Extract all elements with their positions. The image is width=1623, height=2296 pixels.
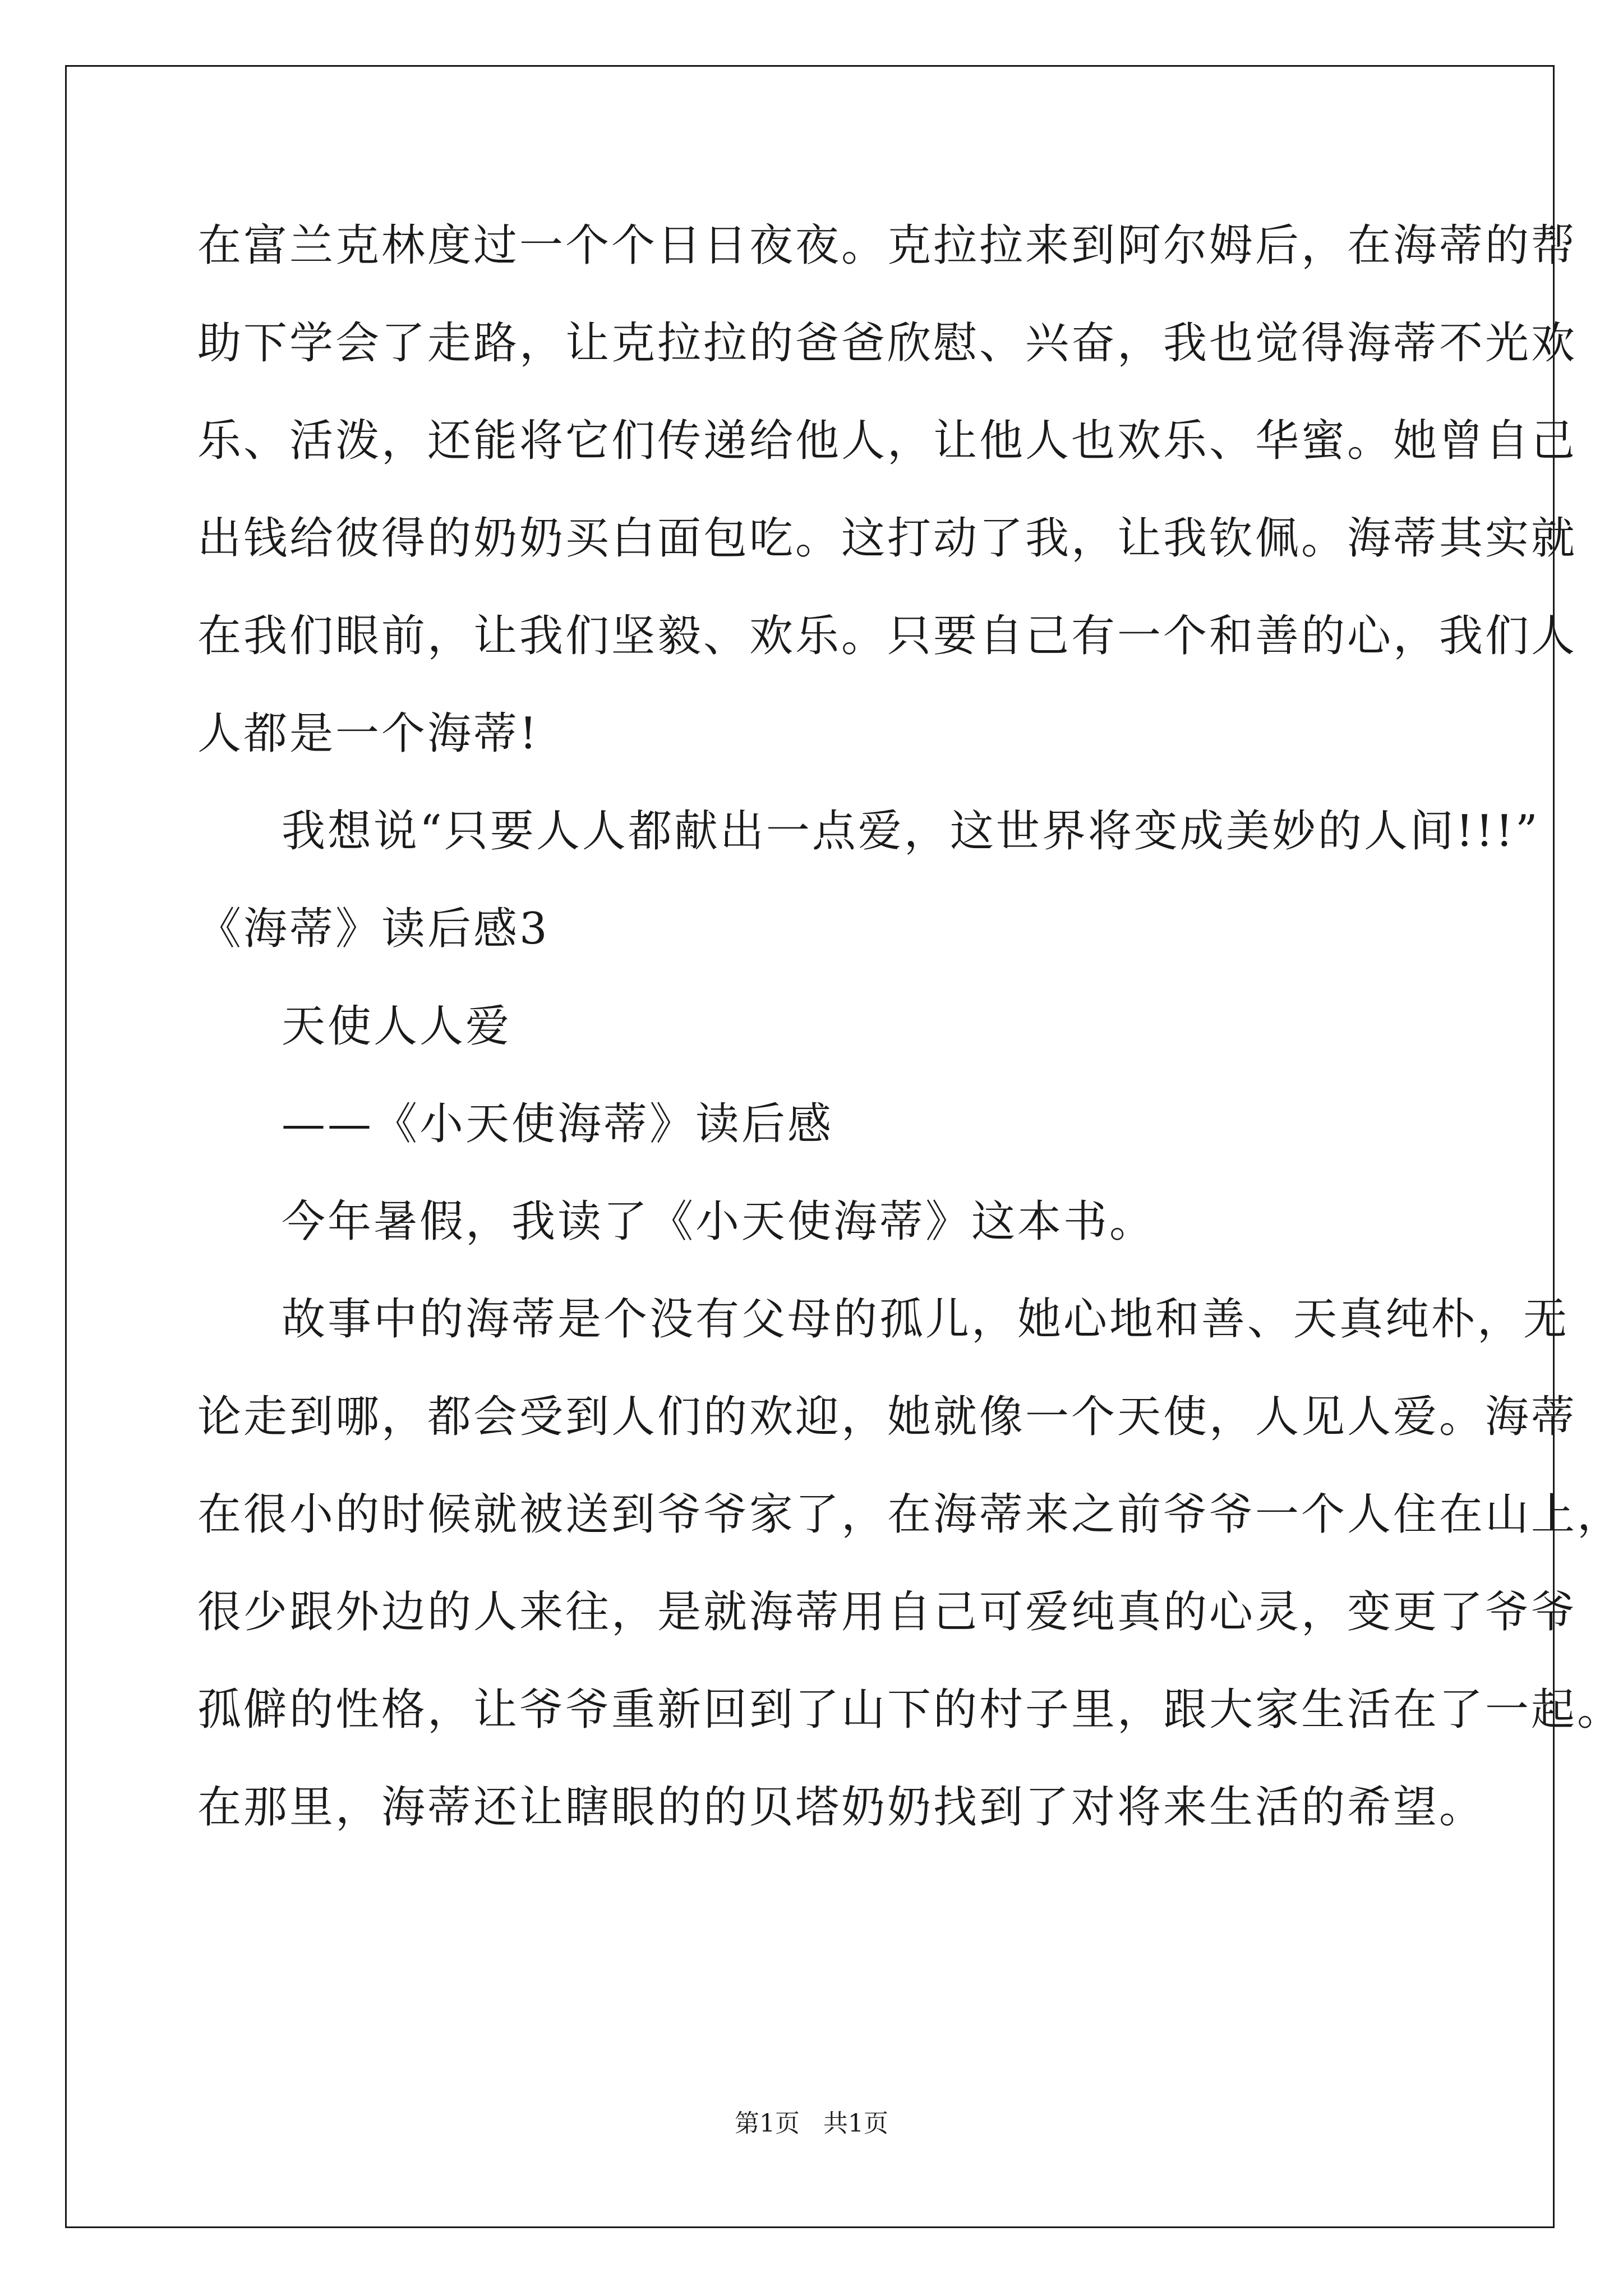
text-line-14: 在很小的时候就被送到爷爷家了，在海蒂来之前爷爷一个人住在山上， bbox=[197, 1489, 1623, 1540]
text-line-4: 出钱给彼得的奶奶买白面包吃。这打动了我，让我钦佩。海蒂其实就 bbox=[197, 513, 1578, 564]
text-line-11: 今年暑假，我读了《小天使海蒂》这本书。 bbox=[282, 1197, 1156, 1247]
text-line-2: 助下学会了走路，让克拉拉的爸爸欣慰、兴奋，我也觉得海蒂不光欢 bbox=[197, 318, 1578, 369]
article-subtitle: ——《小天使海蒂》读后感 bbox=[282, 1099, 834, 1149]
text-line-12: 故事中的海蒂是个没有父母的孤儿，她心地和善、天真纯朴，无 bbox=[282, 1294, 1570, 1345]
section-title: 《海蒂》读后感3 bbox=[197, 904, 550, 954]
article-title: 天使人人爱 bbox=[282, 1001, 512, 1052]
text-line-1: 在富兰克林度过一个个日日夜夜。克拉拉来到阿尔姆后，在海蒂的帮 bbox=[197, 220, 1578, 271]
text-line-7: 我想说“只要人人都献出一点爱，这世界将变成美妙的人间!!!” bbox=[282, 806, 1540, 857]
text-line-5: 在我们眼前，让我们坚毅、欢乐。只要自己有一个和善的心，我们人 bbox=[197, 611, 1578, 661]
text-line-17: 在那里，海蒂还让瞎眼的的贝塔奶奶找到了对将来生活的希望。 bbox=[197, 1782, 1486, 1833]
text-line-6: 人都是一个海蒂! bbox=[197, 708, 540, 759]
text-line-3: 乐、活泼，还能将它们传递给他人，让他人也欢乐、华蜜。她曾自己 bbox=[197, 416, 1578, 466]
page-number-footer: 第1页 共1页 bbox=[735, 2109, 888, 2138]
text-line-16: 孤僻的性格，让爷爷重新回到了山下的村子里，跟大家生活在了一起。 bbox=[197, 1685, 1623, 1735]
text-line-15: 很少跟外边的人来往，是就海蒂用自己可爱纯真的心灵，变更了爷爷 bbox=[197, 1587, 1578, 1637]
text-line-13: 论走到哪，都会受到人们的欢迎，她就像一个天使，人见人爱。海蒂 bbox=[197, 1392, 1578, 1442]
